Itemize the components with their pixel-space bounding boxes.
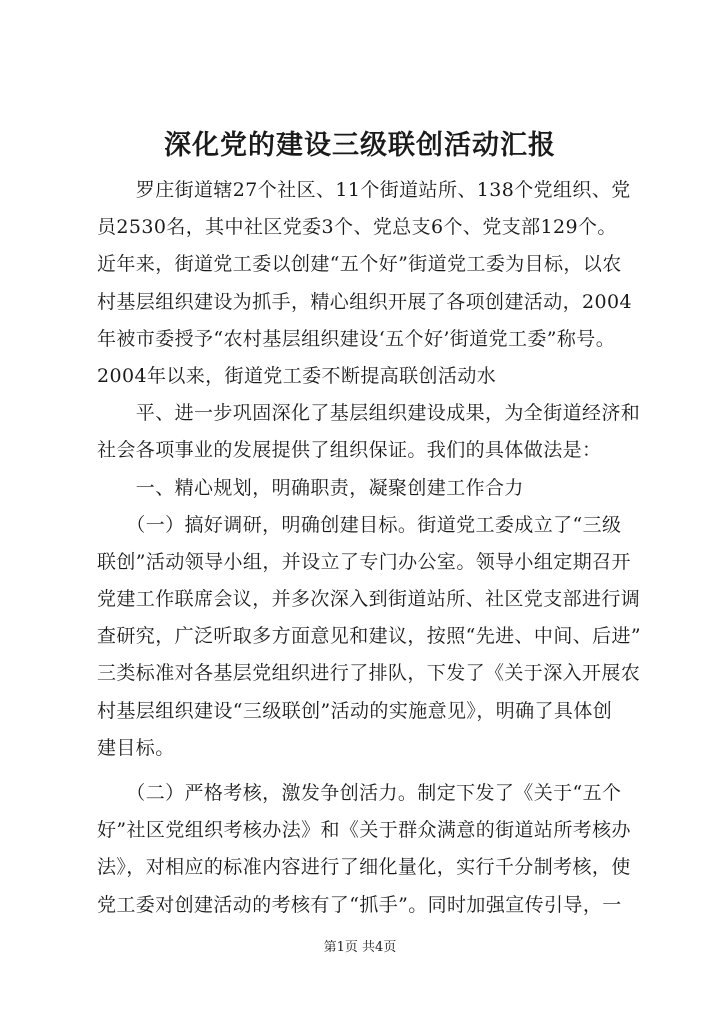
body-line: 年被市委授予“农村基层组织建设‘五个好’街道党工委”称号。 <box>97 327 616 350</box>
body-line: 社会各项事业的发展提供了组织保证。我们的具体做法是： <box>97 439 602 462</box>
body-line: 法》，对相应的标准内容进行了细化量化，实行千分制考核，使 <box>97 856 631 879</box>
section-heading: 一、精心规划，明确职责，凝聚创建工作合力 <box>97 476 524 499</box>
document-body <box>97 172 642 924</box>
body-line: 建目标。 <box>97 736 175 759</box>
body-line: 罗庄街道辖27个社区、11个街道站所、138个党组织、党 <box>97 179 631 201</box>
page-number-footer: 第1页 共4页 <box>323 940 397 955</box>
body-line: 党工委对创建活动的考核有了“抓手”。同时加强宣传引导，一 <box>97 893 622 916</box>
body-line: 好”社区党组织考核办法》和《关于群众满意的街道站所考核办 <box>97 819 631 842</box>
body-line: 党建工作联席会议，并多次深入到街道站所、社区党支部进行调 <box>97 588 641 611</box>
body-line: 2004年以来，街道党工委不断提高联创活动水 <box>97 364 497 387</box>
body-line: 近年来，街道党工委以创建“五个好”街道党工委为目标，以农 <box>97 253 622 276</box>
body-line: （一）搞好调研，明确创建目标。街道党工委成立了“三级 <box>97 513 622 536</box>
body-line: 三类标准对各基层党组织进行了排队，下发了《关于深入开展农 <box>97 662 641 685</box>
body-line: 村基层组织建设为抓手，精心组织开展了各项创建活动，2004 <box>97 290 632 313</box>
body-line: （二）严格考核，激发争创活力。制定下发了《关于“五个 <box>97 782 622 804</box>
body-line: 村基层组织建设“三级联创”活动的实施意见》，明确了具体创 <box>97 699 613 722</box>
body-line: 查研究，广泛听取多方面意见和建议，按照“先进、中间、后进” <box>97 625 642 648</box>
body-line: 联创”活动领导小组，并设立了专门办公室。领导小组定期召开 <box>97 550 631 573</box>
body-line: 平、进一步巩固深化了基层组织建设成果，为全街道经济和 <box>97 402 641 425</box>
document-title: 深化党的建设三级联创活动汇报 <box>164 130 556 161</box>
body-line: 员2530名，其中社区党委3个、党总支6个、党支部129个。 <box>97 216 617 239</box>
